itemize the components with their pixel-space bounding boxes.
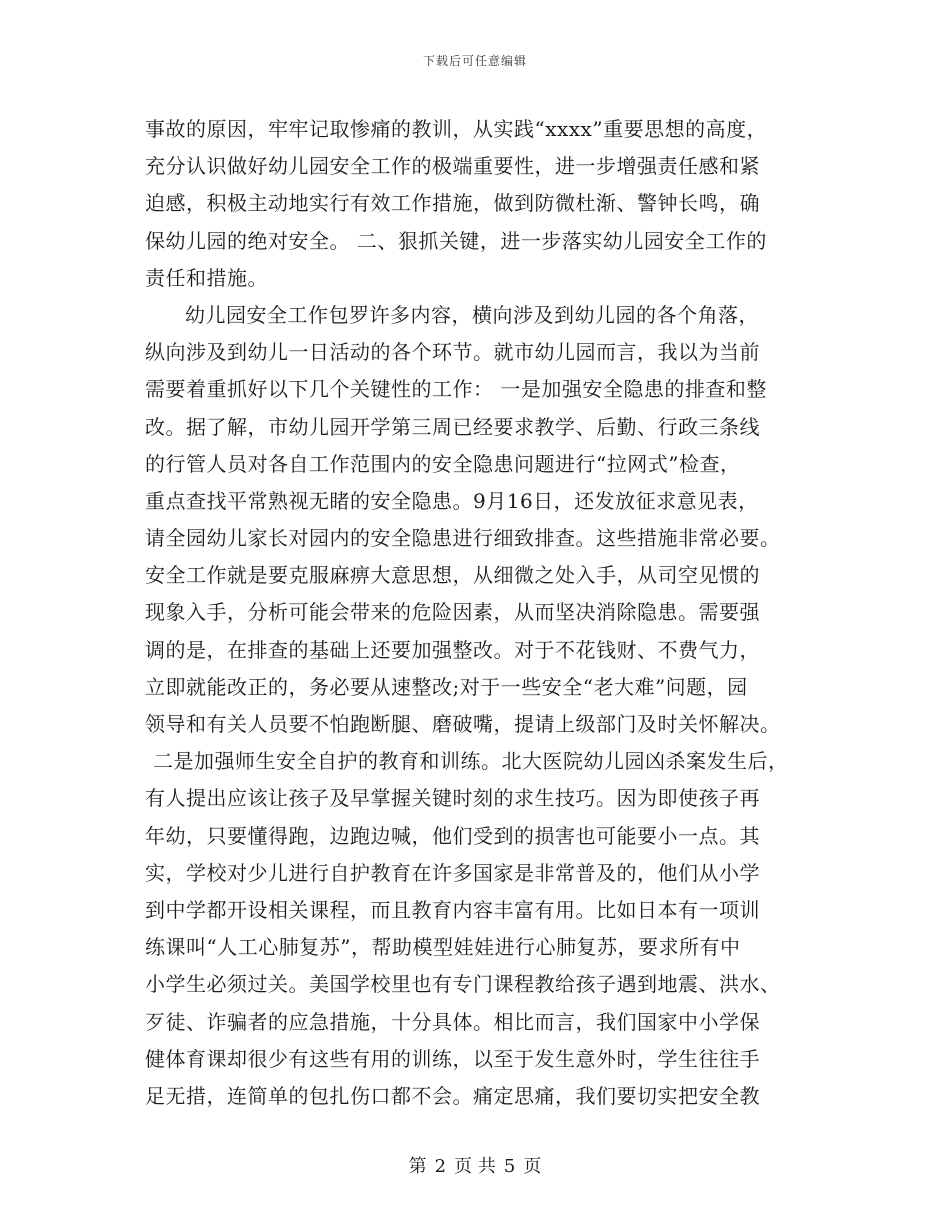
text-line: 的行管人员对各自工作范围内的安全隐患问题进行“拉网式”检查， (145, 451, 741, 476)
text-line: 歹徒、诈骗者的应急措施，十分具体。相比而言，我们国家中小学保 (145, 1009, 760, 1034)
total-pages: 5 (503, 1156, 516, 1177)
page-label-mid: 页 共 (454, 1156, 496, 1177)
text-line: 需要着重抓好以下几个关键性的工作： 一是加强安全隐患的排查和整 (145, 377, 767, 402)
text-line: 保幼儿园的绝对安全。 二、狠抓关键，进一步落实幼儿园安全工作的 (145, 228, 767, 253)
document-body (145, 111, 845, 1115)
page-footer (0, 1152, 950, 1178)
text-line: 健体育课却很少有这些有用的训练，以至于发生意外时，学生往往手 (145, 1046, 760, 1071)
text-line: 责任和措施。 (145, 265, 268, 290)
text-line: 重点查找平常熟视无睹的安全隐患。9月16日，还发放征求意见表， (145, 488, 759, 513)
text-line: 领导和有关人员要不怕跑断腿、磨破嘴，提请上级部门及时关怀解决。 (145, 712, 781, 736)
text-line: 小学生必须过关。美国学校里也有专门课程教给孩子遇到地震、洪水、 (145, 972, 781, 997)
text-line: 练课叫“人工心肺复苏”，帮助模型娃娃进行心肺复苏，要求所有中 (145, 935, 741, 960)
page-header-note: 下载后可任意编辑 (422, 54, 527, 68)
text-line: 现象入手，分析可能会带来的危险因素，从而坚决消除隐患。需要强 (145, 600, 760, 625)
text-line: 立即就能改正的，务必要从速整改;对于一些安全“老大难”问题，园 (145, 674, 748, 699)
text-line: 足无措，连简单的包扎伤口都不会。痛定思痛，我们要切实把安全教 (145, 1083, 760, 1108)
text-line: 充分认识做好幼儿园安全工作的极端重要性，进一步增强责任感和紧 (145, 154, 760, 179)
text-line: 到中学都开设相关课程，而且教育内容丰富有用。比如日本有一项训 (145, 897, 760, 922)
page-label-prefix: 第 (408, 1156, 427, 1177)
text-line: 纵向涉及到幼儿一日活动的各个环节。就市幼儿园而言，我以为当前 (145, 340, 760, 365)
text-line: 幼儿园安全工作包罗许多内容，横向涉及到幼儿园的各个角落， (185, 302, 759, 327)
text-line: 年幼，只要懂得跑，边跑边喊，他们受到的损害也可能要小一点。其 (145, 823, 760, 848)
text-line: 改。据了解，市幼儿园开学第三周已经要求教学、后勤、行政三条线 (145, 414, 760, 439)
text-line: 实，学校对少儿进行自护教育在许多国家是非常普及的，他们从小学 (145, 860, 760, 885)
page-number: 2 (434, 1156, 447, 1177)
text-line: 请全园幼儿家长对园内的安全隐患进行细致排查。这些措施非常必要。 (145, 526, 781, 551)
page-label-suffix: 页 (523, 1156, 542, 1177)
text-line: 有人提出应该让孩子及早掌握关键时刻的求生技巧。因为即使孩子再 (145, 786, 760, 811)
text-line: 二是加强师生安全自护的教育和训练。北大医院幼儿园凶杀案发生后， (153, 749, 789, 774)
text-line: 安全工作就是要克服麻痹大意思想，从细微之处入手，从司空见惯的 (145, 563, 760, 588)
text-line: 事故的原因，牢牢记取惨痛的教训，从实践“xxxx”重要思想的高度， (145, 117, 768, 141)
text-line: 迫感，积极主动地实行有效工作措施，做到防微杜渐、警钟长鸣，确 (145, 191, 760, 216)
text-line: 调的是，在排查的基础上还要加强整改。对于不花钱财、不费气力， (145, 637, 760, 662)
